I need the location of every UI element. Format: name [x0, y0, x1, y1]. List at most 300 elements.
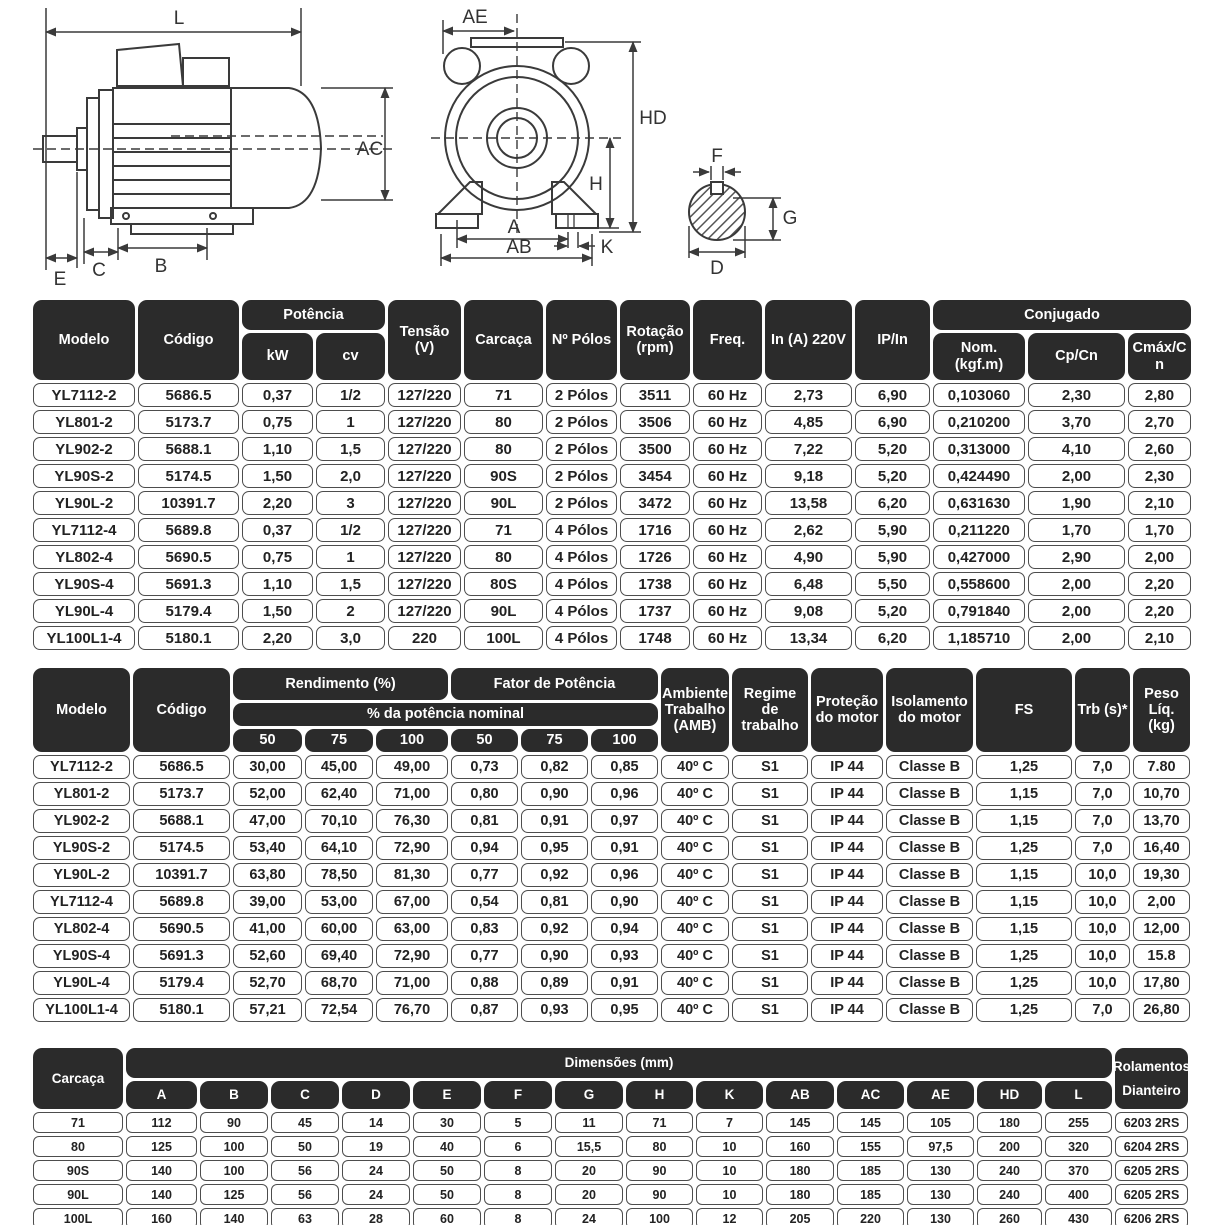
table-cell: 60 Hz [693, 599, 762, 623]
table-cell: 0,91 [591, 836, 658, 860]
table-cell: S1 [732, 998, 808, 1022]
table-cell: 16,40 [1133, 836, 1190, 860]
table-cell: 60 Hz [693, 545, 762, 569]
table-cell: 20 [555, 1184, 623, 1205]
table-cell: 0,96 [591, 782, 658, 806]
table-cell: 5179.4 [133, 971, 230, 995]
table-cell: 5173.7 [133, 782, 230, 806]
table-cell: 71,00 [376, 782, 448, 806]
col-modelo: Modelo [33, 300, 135, 380]
front-view-dimensions [441, 20, 641, 266]
table-cell: S1 [732, 917, 808, 941]
col-trb: Trb (s)* [1075, 668, 1130, 752]
table-cell: 2,30 [1128, 464, 1191, 488]
table-cell: 155 [837, 1136, 904, 1157]
table-cell: 49,00 [376, 755, 448, 779]
table-cell: 71 [464, 383, 543, 407]
table-cell: 0,73 [451, 755, 518, 779]
table-cell: 1,15 [976, 890, 1072, 914]
table-cell: YL90L-2 [33, 863, 130, 887]
table-cell: 78,50 [305, 863, 373, 887]
table-cell: 80 [464, 437, 543, 461]
dim-label-F: F [711, 146, 723, 167]
table-cell: 180 [766, 1160, 834, 1181]
table-cell: YL100L1-4 [33, 626, 135, 650]
table-cell: 40º C [661, 863, 729, 887]
table-cell: 0,95 [591, 998, 658, 1022]
table-cell: 2 [316, 599, 385, 623]
table-cell: 2,73 [765, 383, 852, 407]
table-cell: 0,313000 [933, 437, 1025, 461]
table-cell: 1,15 [976, 863, 1072, 887]
table-cell: 0,96 [591, 863, 658, 887]
table-cell: 8 [484, 1184, 552, 1205]
table-cell: 71,00 [376, 971, 448, 995]
table-cell: 0,94 [591, 917, 658, 941]
table-cell: 5,20 [855, 599, 930, 623]
table-cell: 40º C [661, 755, 729, 779]
col-dim-h: H [626, 1081, 693, 1109]
table-cell: 80 [464, 410, 543, 434]
table-cell: 1,5 [316, 437, 385, 461]
table-cell: 112 [126, 1112, 197, 1133]
table-cell: 2,30 [1028, 383, 1125, 407]
table-cell: 0,83 [451, 917, 518, 941]
table-cell: S1 [732, 944, 808, 968]
table-cell: Classe B [886, 863, 973, 887]
dim-label-K: K [600, 237, 614, 258]
table-cell: 5686.5 [138, 383, 239, 407]
table-cell: 72,54 [305, 998, 373, 1022]
col-dim-d: D [342, 1081, 410, 1109]
table-cell: 1/2 [316, 383, 385, 407]
table-cell: 10391.7 [133, 863, 230, 887]
col-dim-l: L [1045, 1081, 1112, 1109]
table-cell: 1,50 [242, 599, 313, 623]
table-cell: 430 [1045, 1208, 1112, 1225]
table-cell: YL90S-2 [33, 836, 130, 860]
table-cell: 130 [907, 1160, 974, 1181]
table-cell: 0,37 [242, 518, 313, 542]
table-cell: 6203 2RS [1115, 1112, 1188, 1133]
table-cell: 20 [555, 1160, 623, 1181]
table-cell: 0,92 [521, 863, 588, 887]
table-cell: 5174.5 [138, 464, 239, 488]
table-cell: 255 [1045, 1112, 1112, 1133]
table-cell: 6205 2RS [1115, 1184, 1188, 1205]
table-cell: 2,00 [1133, 890, 1190, 914]
table-cell: 0,91 [591, 971, 658, 995]
table-cell: 1,10 [242, 572, 313, 596]
table-cell: 3500 [620, 437, 690, 461]
col-rend-75: 75 [305, 729, 373, 752]
table-cell: 205 [766, 1208, 834, 1225]
dim-label-L: L [173, 8, 185, 29]
table-cell: 1,15 [976, 782, 1072, 806]
table-cell: 7,0 [1075, 782, 1130, 806]
table-cell: 90 [200, 1112, 268, 1133]
table-cell: 5691.3 [133, 944, 230, 968]
col-rolamentos-dianteiro [1112, 1048, 1191, 1109]
table-cell: 50 [413, 1184, 481, 1205]
table-cell: 3 [316, 491, 385, 515]
dim-label-G: G [782, 208, 798, 229]
table-cell: IP 44 [811, 782, 883, 806]
table-cell: 127/220 [388, 437, 461, 461]
table-cell: 1,25 [976, 836, 1072, 860]
table-cell: 180 [766, 1184, 834, 1205]
table-cell: 80 [626, 1136, 693, 1157]
table-cell: 41,00 [233, 917, 302, 941]
table-cell: 127/220 [388, 572, 461, 596]
table-cell: 90 [626, 1184, 693, 1205]
table-cell: 80 [464, 545, 543, 569]
table-cell: 0,88 [451, 971, 518, 995]
table-cell: YL90L-2 [33, 491, 135, 515]
table-cell: 2,20 [1128, 572, 1191, 596]
table-cell: 0,77 [451, 944, 518, 968]
table-cell: 145 [837, 1112, 904, 1133]
table-cell: 1,25 [976, 944, 1072, 968]
table-cell: 127/220 [388, 383, 461, 407]
col-dim-ab: AB [766, 1081, 834, 1109]
table-cell: 8 [484, 1208, 552, 1225]
table-cell: 40º C [661, 944, 729, 968]
table-cell: 7,22 [765, 437, 852, 461]
front-view-labels [462, 7, 666, 258]
table-cell: 127/220 [388, 491, 461, 515]
table-cell: 0,424490 [933, 464, 1025, 488]
table-cell: 13,34 [765, 626, 852, 650]
table-cell: 1,90 [1028, 491, 1125, 515]
table-cell: 76,30 [376, 809, 448, 833]
table-cell: 2,10 [1128, 491, 1191, 515]
table-cell: 56 [271, 1160, 339, 1181]
table-cell: IP 44 [811, 863, 883, 887]
table-cell: 40º C [661, 917, 729, 941]
table-cell: Classe B [886, 836, 973, 860]
table-cell: 24 [555, 1208, 623, 1225]
table-cell: 1,5 [316, 572, 385, 596]
col-tensao: Tensão (V) [388, 300, 461, 380]
dim-label-AC: AC [356, 139, 384, 160]
table-cell: 52,00 [233, 782, 302, 806]
col-peso: Peso Líq. (kg) [1133, 668, 1190, 752]
table-cell: 160 [126, 1208, 197, 1225]
table-cell: 60 Hz [693, 410, 762, 434]
table-cell: 90L [464, 599, 543, 623]
table-cell: 52,60 [233, 944, 302, 968]
col-dim-b: B [200, 1081, 268, 1109]
table-cell: 57,21 [233, 998, 302, 1022]
table-cell: 45,00 [305, 755, 373, 779]
table-cell: 90S [33, 1160, 123, 1181]
table-cell: 10 [696, 1160, 763, 1181]
table-cell: 45 [271, 1112, 339, 1133]
table-cell: 53,40 [233, 836, 302, 860]
table-cell: 71 [626, 1112, 693, 1133]
table-cell: 7 [696, 1112, 763, 1133]
table-cell: 1/2 [316, 518, 385, 542]
table2-body [33, 755, 1193, 1022]
table-cell: 60 Hz [693, 383, 762, 407]
table-cell: YL90S-4 [33, 572, 135, 596]
table-cell: 50 [413, 1160, 481, 1181]
table-cell: 125 [200, 1184, 268, 1205]
table-cell: 5179.4 [138, 599, 239, 623]
table3-body [33, 1112, 1193, 1225]
table-cell: 69,40 [305, 944, 373, 968]
table-cell: 5,50 [855, 572, 930, 596]
table-cell: 4,10 [1028, 437, 1125, 461]
table-cell: S1 [732, 836, 808, 860]
table-cell: IP 44 [811, 755, 883, 779]
table-cell: YL100L1-4 [33, 998, 130, 1022]
table-cell: 5180.1 [133, 998, 230, 1022]
table-cell: 97,5 [907, 1136, 974, 1157]
table-cell: 1,15 [976, 917, 1072, 941]
col-dim-c: C [271, 1081, 339, 1109]
table-cell: 2,00 [1128, 545, 1191, 569]
col-carcaca: Carcaça [464, 300, 543, 380]
table-cell: 40º C [661, 809, 729, 833]
col-regime: Regime de trabalho [732, 668, 808, 752]
col-group-rendimento: Rendimento (%) [233, 668, 448, 700]
dim-label-D: D [710, 258, 724, 279]
table-cell: 63 [271, 1208, 339, 1225]
table-cell: 6 [484, 1136, 552, 1157]
table-cell: 140 [126, 1184, 197, 1205]
table-cell: 6,90 [855, 410, 930, 434]
dim-label-AE: AE [462, 7, 488, 28]
table-cell: 0,211220 [933, 518, 1025, 542]
table-cell: 130 [907, 1208, 974, 1225]
table-cell: 185 [837, 1184, 904, 1205]
table-cell: 67,00 [376, 890, 448, 914]
table-cell: 2,90 [1028, 545, 1125, 569]
col-group-dimensoes: Dimensões (mm) [126, 1048, 1112, 1078]
table-cell: 320 [1045, 1136, 1112, 1157]
table-cell: 0,791840 [933, 599, 1025, 623]
table-cell: 19 [342, 1136, 410, 1157]
table-cell: 0,97 [591, 809, 658, 833]
table-cell: 5689.8 [138, 518, 239, 542]
table-cell: YL802-4 [33, 917, 130, 941]
table-cell: 5180.1 [138, 626, 239, 650]
table-cell: 0,93 [521, 998, 588, 1022]
table-cell: 3511 [620, 383, 690, 407]
table-cell: 72,90 [376, 944, 448, 968]
table-cell: 0,558600 [933, 572, 1025, 596]
table-cell: 1726 [620, 545, 690, 569]
table-cell: 1,70 [1028, 518, 1125, 542]
table-cell: 0,91 [521, 809, 588, 833]
table-cell: 1737 [620, 599, 690, 623]
dim-label-C: C [92, 260, 106, 281]
table-cell: 0,93 [591, 944, 658, 968]
side-view-drawing [33, 44, 393, 234]
table-cell: 2,62 [765, 518, 852, 542]
performance-data-table [33, 668, 1193, 1022]
table-cell: 127/220 [388, 410, 461, 434]
table-cell: 127/220 [388, 599, 461, 623]
table-cell: 0,81 [451, 809, 518, 833]
table1-body [33, 383, 1193, 650]
col-dim-hd: HD [977, 1081, 1042, 1109]
table-cell: 0,89 [521, 971, 588, 995]
table-cell: YL7112-4 [33, 518, 135, 542]
dimensions-table [33, 1048, 1193, 1225]
col-dim-f: F [484, 1081, 552, 1109]
table-cell: 1,185710 [933, 626, 1025, 650]
table-cell: 80 [33, 1136, 123, 1157]
col-kw: kW [242, 333, 313, 380]
shaft-section-drawing [689, 146, 797, 279]
table-cell: 40 [413, 1136, 481, 1157]
table-cell: 60 Hz [693, 626, 762, 650]
table-cell: 10,70 [1133, 782, 1190, 806]
table-cell: 24 [342, 1160, 410, 1181]
table-cell: 47,00 [233, 809, 302, 833]
col-rend-50: 50 [233, 729, 302, 752]
col-codigo: Código [138, 300, 239, 380]
table-cell: 2,10 [1128, 626, 1191, 650]
col-fp-100: 100 [591, 729, 658, 752]
dim-label-HD: HD [639, 108, 667, 129]
col-group-pct-nominal: % da potência nominal [233, 703, 658, 726]
table-cell: 1,25 [976, 755, 1072, 779]
table-cell: YL902-2 [33, 437, 135, 461]
table-cell: 13,58 [765, 491, 852, 515]
table3-header [33, 1048, 1193, 1109]
table-cell: 2 Pólos [546, 491, 617, 515]
table-cell: 3506 [620, 410, 690, 434]
table-cell: 180 [977, 1112, 1042, 1133]
table-cell: 4,85 [765, 410, 852, 434]
table-cell: 5,90 [855, 518, 930, 542]
table-cell: 10,0 [1075, 917, 1130, 941]
table-cell: 7,0 [1075, 755, 1130, 779]
table-cell: 130 [907, 1184, 974, 1205]
table-cell: 3454 [620, 464, 690, 488]
table-cell: 10 [696, 1136, 763, 1157]
table-cell: 40º C [661, 971, 729, 995]
col-cp-cn: Cp/Cn [1028, 333, 1125, 380]
table-cell: 0,103060 [933, 383, 1025, 407]
table-cell: 19,30 [1133, 863, 1190, 887]
table-cell: S1 [732, 755, 808, 779]
table-cell: 68,70 [305, 971, 373, 995]
table-cell: 127/220 [388, 518, 461, 542]
table-cell: Classe B [886, 809, 973, 833]
table-cell: 10,0 [1075, 890, 1130, 914]
col-fp-50: 50 [451, 729, 518, 752]
table-cell: 60 Hz [693, 464, 762, 488]
table-cell: 80S [464, 572, 543, 596]
col-group-fator-potencia: Fator de Potência [451, 668, 658, 700]
table-cell: YL802-4 [33, 545, 135, 569]
table-cell: 71 [464, 518, 543, 542]
table-cell: 5688.1 [138, 437, 239, 461]
col-carcaca: Carcaça [33, 1048, 123, 1109]
table-cell: 2,20 [242, 491, 313, 515]
table-cell: 100L [33, 1208, 123, 1225]
table-cell: 220 [388, 626, 461, 650]
table-cell: Classe B [886, 971, 973, 995]
col-cmax-cn: Cmáx/Cn [1128, 333, 1191, 380]
col-nom-kgfm: Nom. (kgf.m) [933, 333, 1025, 380]
table-cell: 9,08 [765, 599, 852, 623]
col-fs: FS [976, 668, 1072, 752]
col-dim-k: K [696, 1081, 763, 1109]
table-cell: 28 [342, 1208, 410, 1225]
table-cell: 81,30 [376, 863, 448, 887]
table-cell: YL902-2 [33, 809, 130, 833]
table-cell: IP 44 [811, 917, 883, 941]
table-cell: 10,0 [1075, 971, 1130, 995]
table-cell: 2,0 [316, 464, 385, 488]
table-cell: 0,87 [451, 998, 518, 1022]
table-cell: 1 [316, 545, 385, 569]
table-cell: 40º C [661, 998, 729, 1022]
col-ip-in: IP/In [855, 300, 930, 380]
table-cell: 60 Hz [693, 437, 762, 461]
table-cell: 24 [342, 1184, 410, 1205]
col-codigo: Código [133, 668, 230, 752]
table-cell: IP 44 [811, 998, 883, 1022]
table-cell: IP 44 [811, 944, 883, 968]
table-cell: 2 Pólos [546, 383, 617, 407]
table-cell: 5174.5 [133, 836, 230, 860]
table-cell: 2,20 [242, 626, 313, 650]
col-polos: Nº Pólos [546, 300, 617, 380]
table-cell: 2,00 [1028, 599, 1125, 623]
table-cell: 0,77 [451, 863, 518, 887]
dim-label-H: H [589, 174, 603, 195]
table-cell: 0,82 [521, 755, 588, 779]
dianteiro-label: Dianteiro [1122, 1082, 1181, 1098]
table-cell: 6204 2RS [1115, 1136, 1188, 1157]
table-cell: 105 [907, 1112, 974, 1133]
table-cell: 5691.3 [138, 572, 239, 596]
table-cell: 6,48 [765, 572, 852, 596]
table-cell: 72,90 [376, 836, 448, 860]
table-cell: 6,20 [855, 491, 930, 515]
table-cell: 9,18 [765, 464, 852, 488]
table-cell: 1,25 [976, 998, 1072, 1022]
table-cell: 10,0 [1075, 863, 1130, 887]
table-cell: 40º C [661, 890, 729, 914]
table-cell: 2,70 [1128, 410, 1191, 434]
table-cell: 1748 [620, 626, 690, 650]
table-cell: 39,00 [233, 890, 302, 914]
table-cell: 12 [696, 1208, 763, 1225]
table-cell: 90L [464, 491, 543, 515]
table-cell: 5 [484, 1112, 552, 1133]
table-cell: 30 [413, 1112, 481, 1133]
table-cell: 370 [1045, 1160, 1112, 1181]
table-cell: 6206 2RS [1115, 1208, 1188, 1225]
table-cell: 5,20 [855, 437, 930, 461]
col-cv: cv [316, 333, 385, 380]
table-cell: Classe B [886, 944, 973, 968]
table-cell: 100 [200, 1160, 268, 1181]
table-cell: 1,15 [976, 809, 1072, 833]
table-cell: 5689.8 [133, 890, 230, 914]
col-modelo: Modelo [33, 668, 130, 752]
table-cell: 40º C [661, 782, 729, 806]
col-group-potencia: Potência [242, 300, 385, 330]
